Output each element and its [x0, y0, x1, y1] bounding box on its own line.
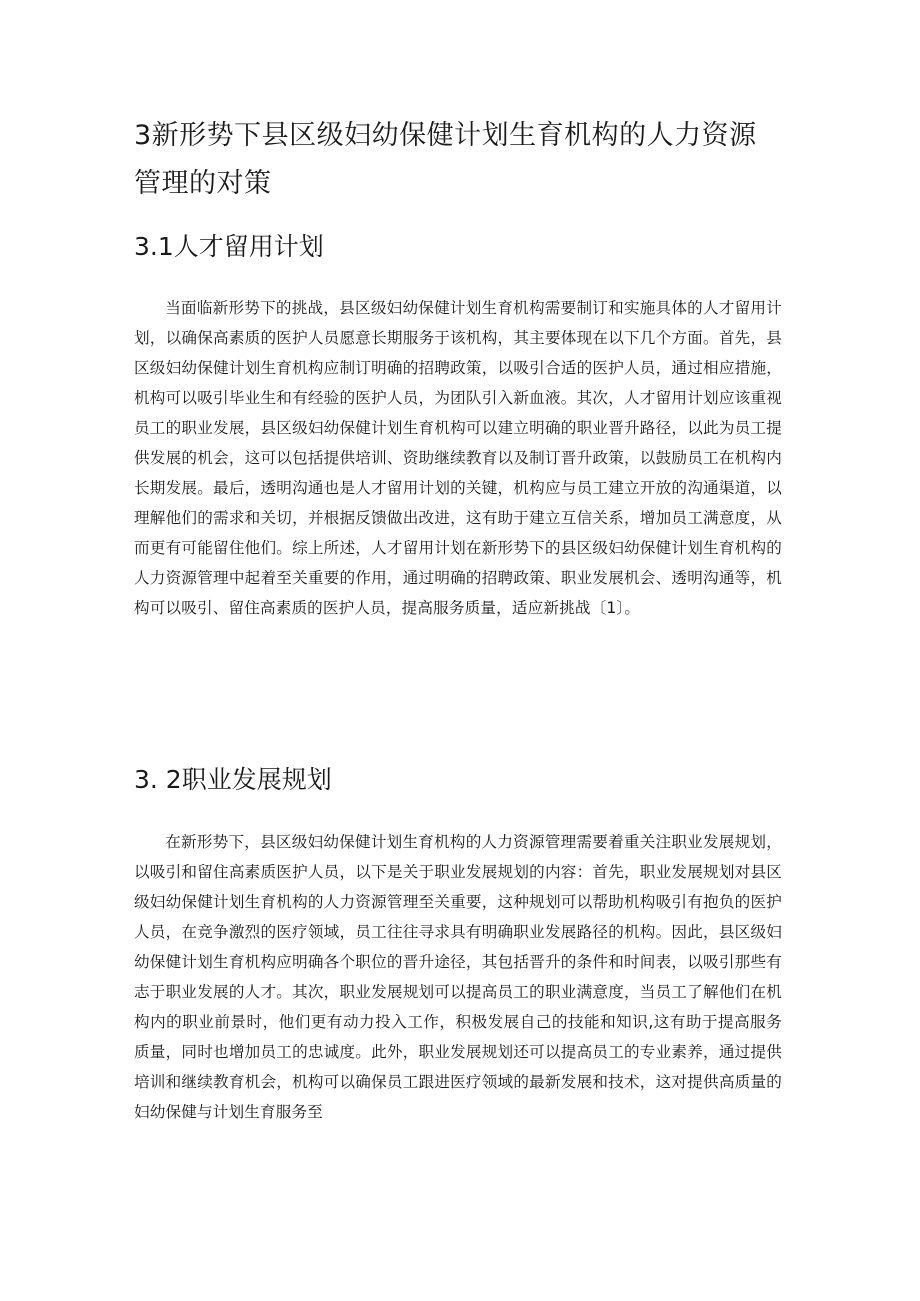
chapter-title: 3新形势下县区级妇幼保健计划生育机构的人力资源管理的对策 — [134, 120, 757, 199]
paragraph-career-development: 在新形势下，县区级妇幼保健计划生育机构的人力资源管理需要着重关注职业发展规划，以吸引和留住高素质医护人员，以下是关于职业发展规划的内容：首先，职业发展规划对县区级妇幼保健计划生育机构的人力资源管理至关重要，这种规划可以帮助机构吸引有抱负的医护人员，在竞争激烈的医疗领域，员工往往寻求具有明确职业发展路径的机构。因此，县区级妇幼保健计划生育机构应明确各个职位的晋升途径，其包括晋升的条件和时间表，以吸引那些有志于职业发展的人才。其次，职业发展规划可以提高员工的职业满意度，当员工了解他们在机构内的职业前景时，他们更有动力投入工作，积极发展自己的技能和知识,这有助于提高服务质量，同时也增加员工的忠诚度。此外，职业发展规划还可以提高员工的专业素养，通过提供培训和继续教育机会，机构可以确保员工跟进医疗领域的最新发展和技术，这对提供高质量的妇幼保健与计划生育服务至 — [134, 833, 782, 1121]
paragraph-talent-retention: 当面临新形势下的挑战，县区级妇幼保健计划生育机构需要制订和实施具体的人才留用计划，以确保高素质的医护人员愿意长期服务于该机构，其主要体现在以下几个方面。首先，县区级妇幼保健计划生育机构应制订明确的招聘政策，以吸引合适的医护人员，通过相应措施，机构可以吸引毕业生和有经验的医护人员，为团队引入新血液。其次，人才留用计划应该重视员工的职业发展，县区级妇幼保健计划生育机构可以建立明确的职业晋升路径，以此为员工提供发展的机会，这可以包括提供培训、资助继续教育以及制订晋升政策，以鼓励员工在机构内长期发展。最后，透明沟通也是人才留用计划的关键，机构应与员工建立开放的沟通渠道，以理解他们的需求和关切，并根据反馈做出改进，这有助于建立互信关系，增加员工满意度，从而更有可能留住他们。综上所述，人才留用计划在新形势下的县区级妇幼保健计划生育机构的人力资源管理中起着至关重要的作用，通过明确的招聘政策、职业发展机会、透明沟通等，机构可以吸引、留住高素质的医护人员，提高服务质量，适应新挑战〔1〕。 — [134, 299, 782, 617]
section-title-talent-retention: 3.1人才留用计划 — [134, 232, 324, 261]
section-title-career-development: 3. 2职业发展规划 — [134, 765, 332, 794]
